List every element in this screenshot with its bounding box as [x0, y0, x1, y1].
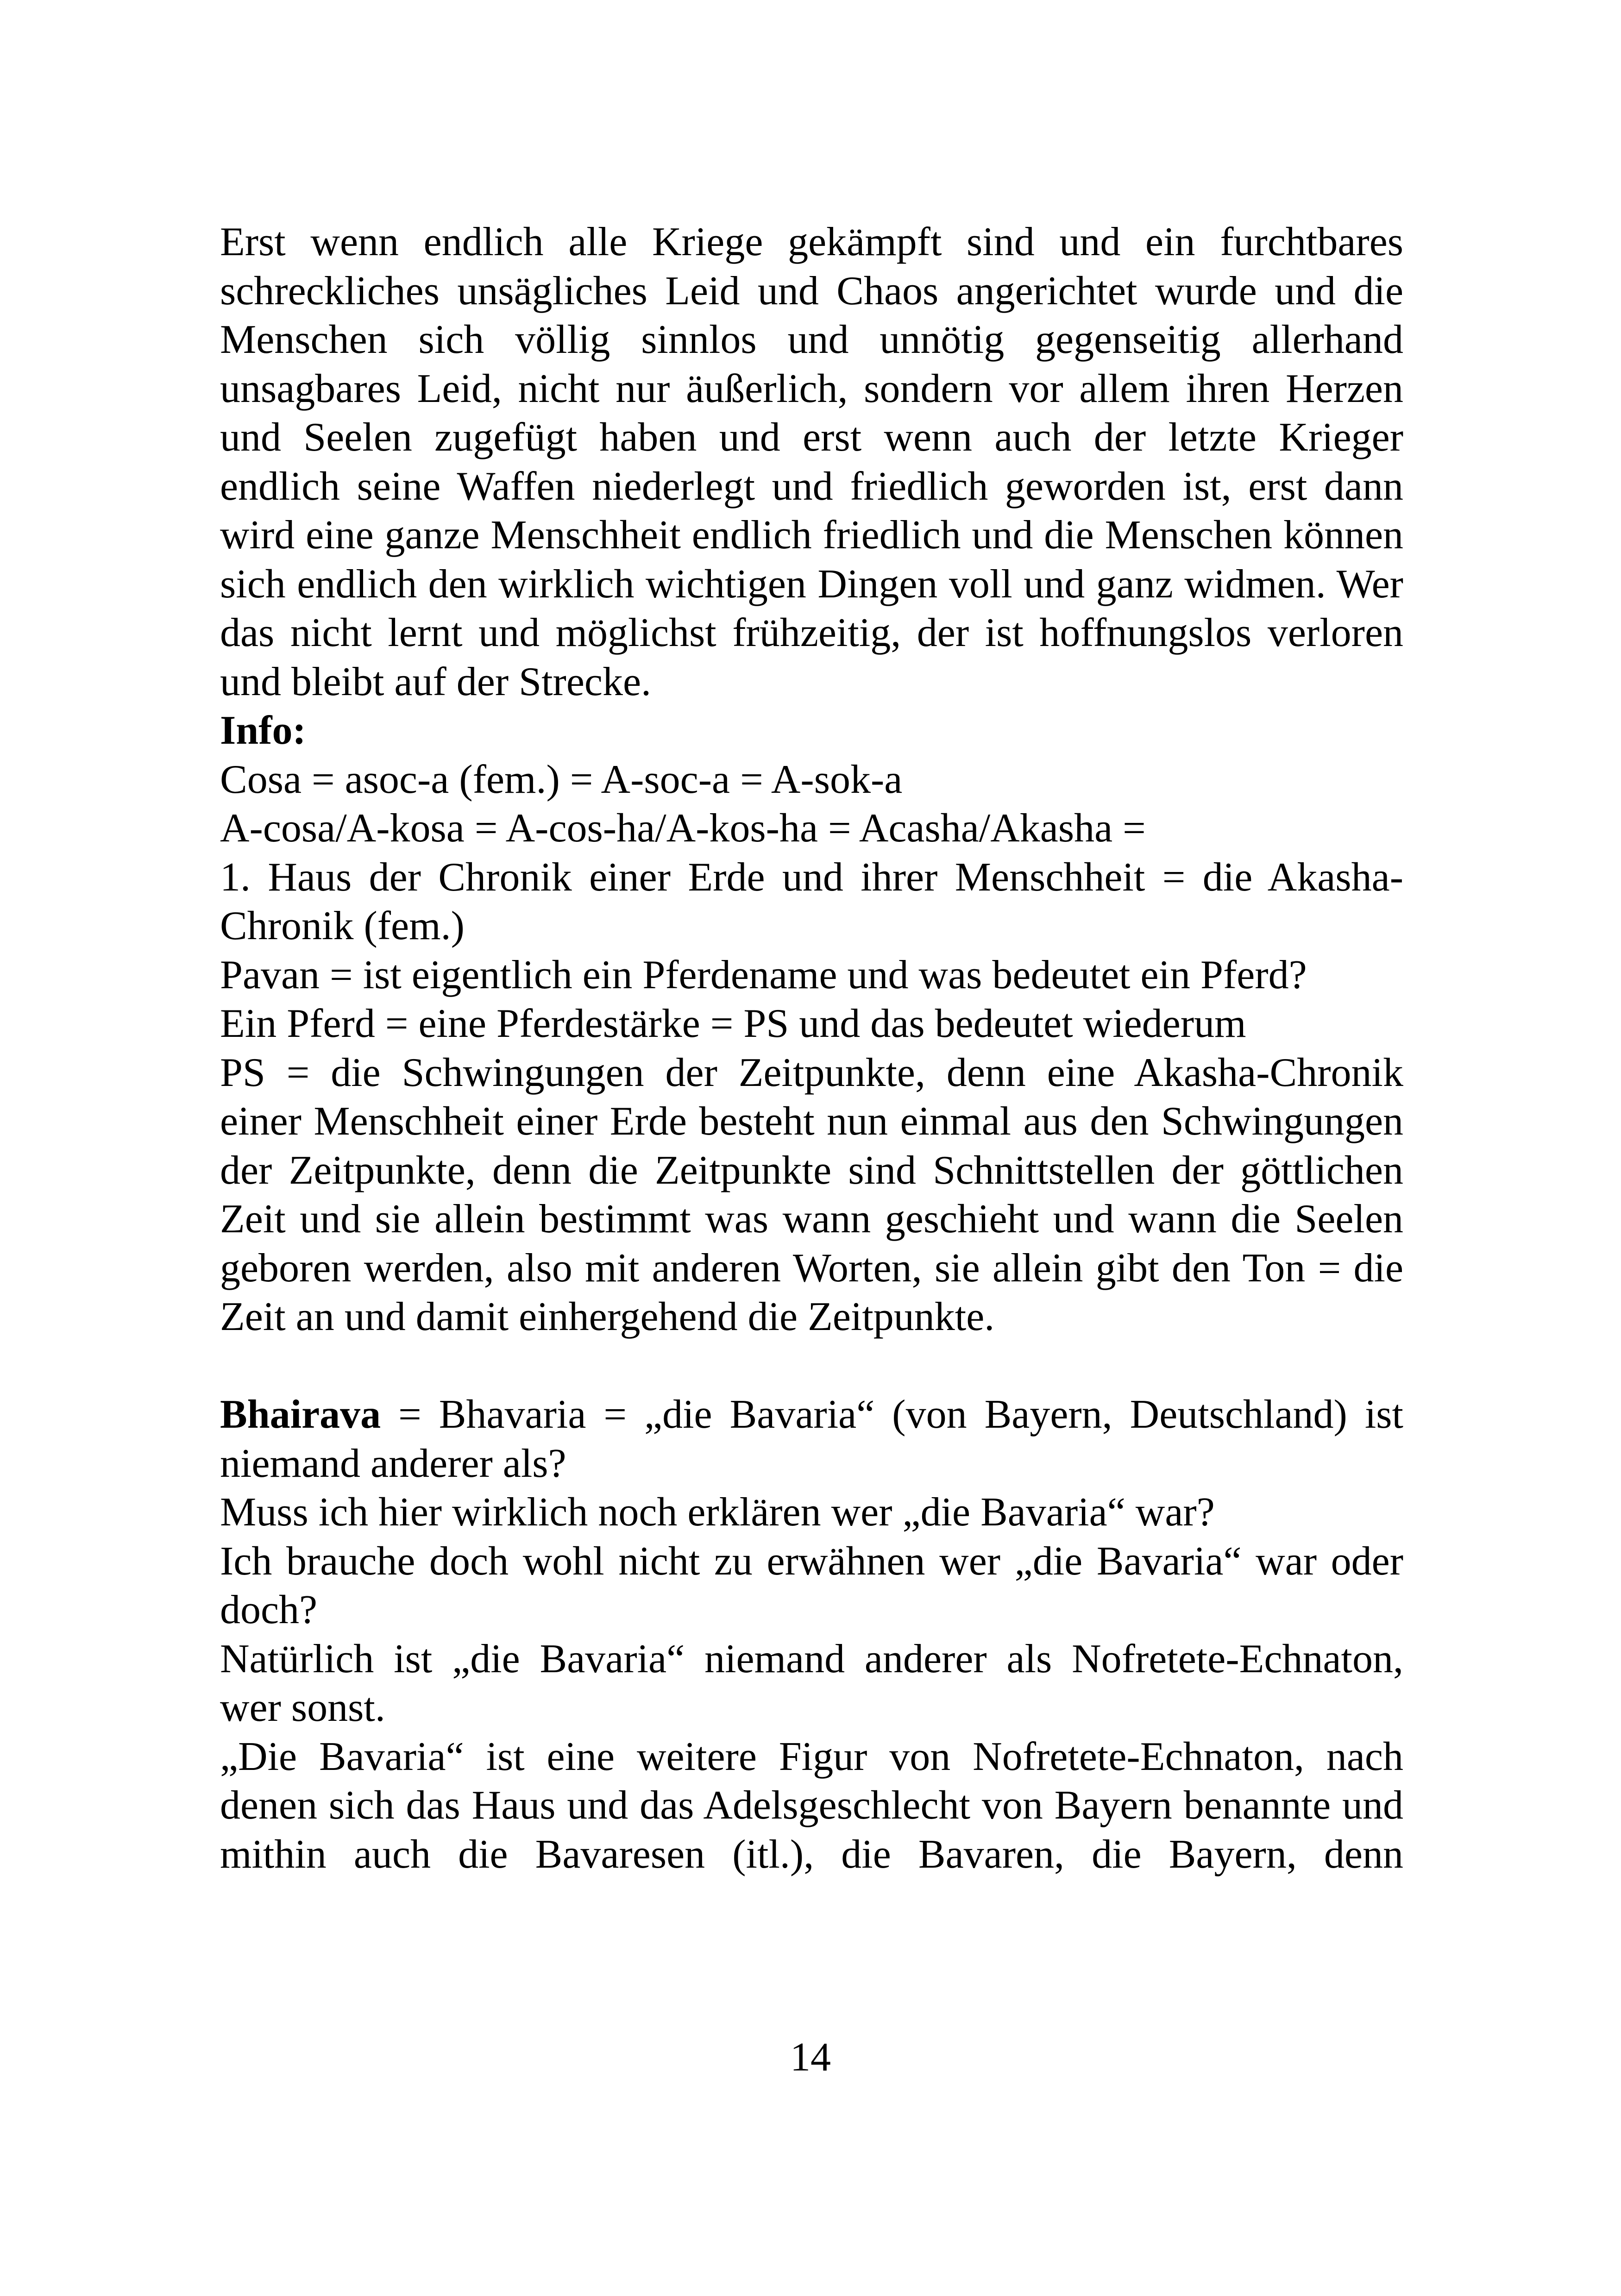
- page-number: 14: [790, 2035, 831, 2080]
- info-heading: Info:: [220, 708, 306, 753]
- paragraph-gap: [220, 1342, 1403, 1391]
- info-line-chronik: 1. Haus der Chronik einer Erde und ihrer Menschheit = die Akasha-Chronik (fem.): [220, 854, 1403, 948]
- paragraph-ps-schwingungen: PS = die Schwingungen der Zeitpunkte, denn eine Akasha-Chronik einer Menschheit einer Erde besteht nun einmal aus den Schwingungen der Zeitpunkte, denn die Zeitpunkte sind Schnittstellen der göttlichen Zeit und sie allein bestimmt was wann geschieht und wann die Seelen geboren werden, also mit anderen Worten, sie allein gibt den Ton = die Zeit an und damit einhergehend die Zeitpunkte.: [220, 1050, 1403, 1339]
- info-line-cosa: Cosa = asoc-a (fem.) = A-soc-a = A-sok-a: [220, 757, 903, 802]
- paragraph-bhairava: [220, 1390, 1403, 1488]
- info-line-pferd: Ein Pferd = eine Pferdestärke = PS und das bedeutet wiederum: [220, 1001, 1246, 1046]
- info-line-akasha: A-cosa/A-kosa = A-cos-ha/A-kos-ha = Acasha/Akasha =: [220, 806, 1146, 851]
- line-muss-ich: Muss ich hier wirklich noch erklären wer „die Bavaria“ war?: [220, 1490, 1215, 1535]
- bhairava-term: Bhairava: [220, 1392, 381, 1437]
- line-ich-brauche: Ich brauche doch wohl nicht zu erwähnen wer „die Bavaria“ war oder doch?: [220, 1538, 1403, 1632]
- info-line-pavan: Pavan = ist eigentlich ein Pferdename und was bedeutet ein Pferd?: [220, 952, 1307, 997]
- paragraph-war-and-peace: Erst wenn endlich alle Kriege gekämpft sind und ein furchtbares schreckliches unsägliches Leid und Chaos angerichtet wurde und die Menschen sich völlig sinnlos und unnötig gegenseitig allerhand unsagbares Leid, nicht nur äußerlich, sondern vor allem ihren Herzen und Seelen zugefügt haben und erst wenn auch der letzte Krieger endlich seine Waffen niederlegt und friedlich geworden ist, erst dann wird eine ganze Menschheit endlich friedlich und die Menschen können sich endlich den wirklich wichtigen Dingen voll und ganz widmen. Wer das nicht lernt und möglichst frühzeitig, der ist hoffnungslos verloren und bleibt auf der Strecke.: [220, 220, 1403, 704]
- line-natuerlich: Natürlich ist „die Bavaria“ niemand anderer als Nofretete-Echnaton, wer sonst.: [220, 1636, 1403, 1730]
- bhairava-definition: = Bhavaria = „die Bavaria“ (von Bayern, Deutschland) ist niemand anderer als?: [220, 1392, 1403, 1486]
- body-text: [220, 218, 1403, 1879]
- paragraph-die-bavaria: „Die Bavaria“ ist eine weitere Figur von Nofretete-Echnaton, nach denen sich das Haus und das Adelsgeschlecht von Bayern benannte und mithin auch die Bavaresen (itl.), die Bavaren, die Bayern, denn: [220, 1734, 1403, 1877]
